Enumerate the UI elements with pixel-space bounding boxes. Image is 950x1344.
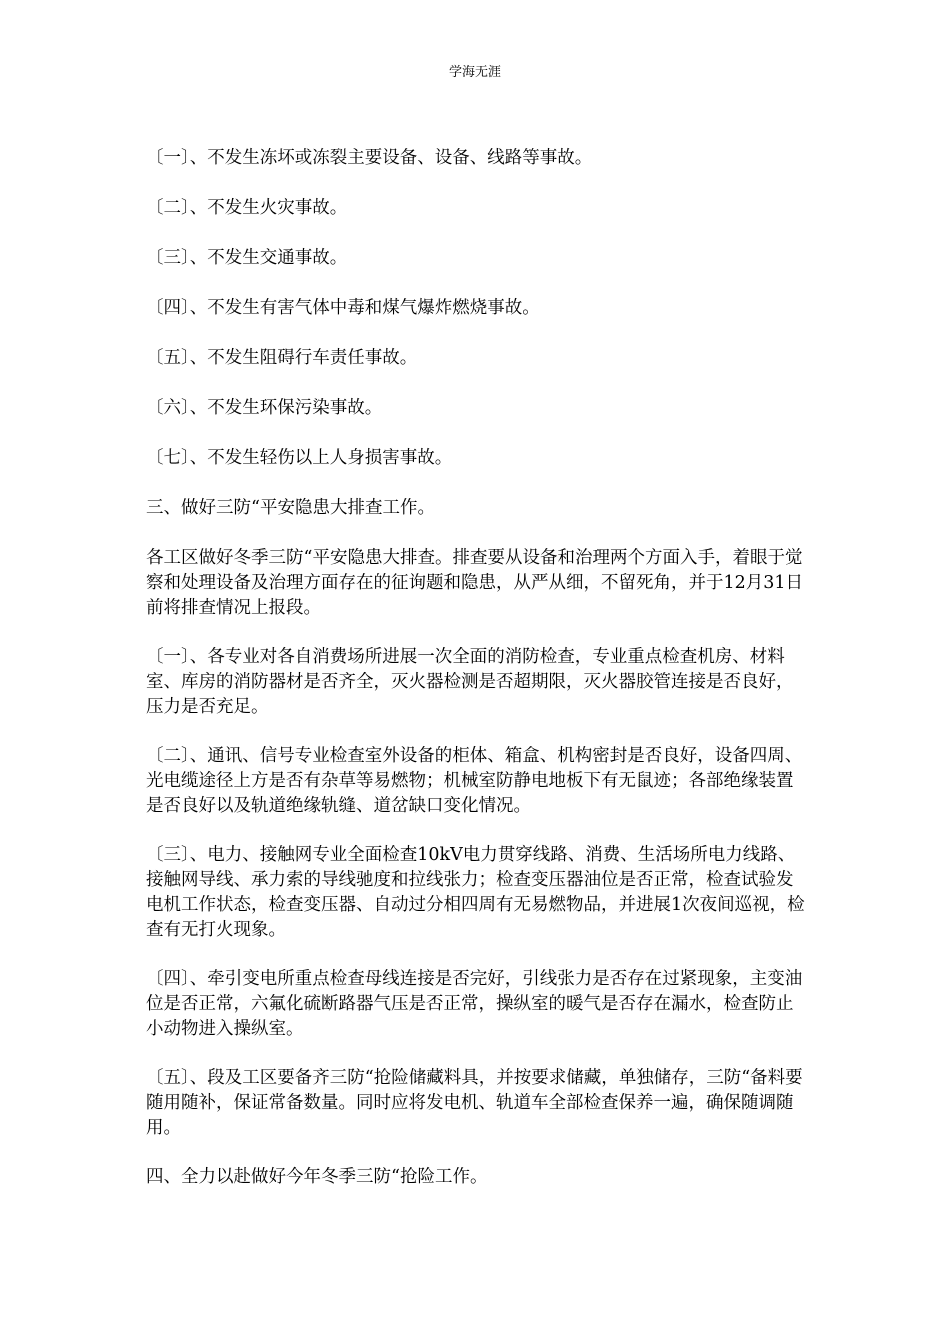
body-paragraph: 各工区做好冬季三防“平安隐患大排查。排查要从设备和治理两个方面入手，着眼于觉察和处理设备及治理方面存在的征询题和隐患，从严从细，不留死角，并于12月31日前将排查情况上报段。 [146,548,804,618]
section-heading: 四、全力以赴做好今年冬季三防“抢险工作。 [146,1167,488,1187]
list-item: 〔七〕、不发生轻伤以上人身损害事故。 [146,448,453,468]
document-body [146,146,810,1190]
body-paragraph: 〔四〕、牵引变电所重点检查母线连接是否完好，引线张力是否存在过紧现象，主变油位是否正常，六氟化硫断路器气压是否正常，操纵室的暖气是否存在漏水，检查防止小动物进入操纵室。 [146,969,803,1039]
body-paragraph: 〔五〕、段及工区要备齐三防“抢险储藏料具，并按要求储藏，单独储存，三防“备料要随用随补，保证常备数量。同时应将发电机、轨道车全部检查保养一遍，确保随调随用。 [146,1068,803,1138]
list-item: 〔六〕、不发生环保污染事故。 [146,398,383,418]
page-header: 学海无涯 [448,65,501,80]
body-paragraph: 〔二〕、通讯、信号专业检查室外设备的柜体、箱盒、机构密封是否良好，设备四周、光电缆途径上方是否有杂草等易燃物；机械室防静电地板下有无鼠迹；各部绝缘装置是否良好以及轨道绝缘轨缝、道岔缺口变化情况。 [146,746,803,816]
body-paragraph: 〔三〕、电力、接触网专业全面检查10kV电力贯穿线路、消费、生活场所电力线路、接触网导线、承力索的导线驰度和拉线张力；检查变压器油位是否正常，检查试验发电机工作状态，检查变压器、自动过分相四周有无易燃物品，并进展1次夜间巡视，检查有无打火现象。 [146,845,805,940]
list-item: 〔一〕、不发生冻坏或冻裂主要设备、设备、线路等事故。 [146,148,593,168]
list-item: 〔三〕、不发生交通事故。 [146,248,348,268]
list-item: 〔四〕、不发生有害气体中毒和煤气爆炸燃烧事故。 [146,298,540,318]
list-item: 〔五〕、不发生阻碍行车责任事故。 [146,348,418,368]
body-paragraph: 〔一〕、各专业对各自消费场所进展一次全面的消防检查，专业重点检查机房、材料室、库房的消防器材是否齐全，灭火器检测是否超期限，灭火器胶管连接是否良好，压力是否充足。 [146,647,794,717]
list-item: 〔二〕、不发生火灾事故。 [146,198,348,218]
section-heading: 三、做好三防“平安隐患大排查工作。 [146,498,435,518]
